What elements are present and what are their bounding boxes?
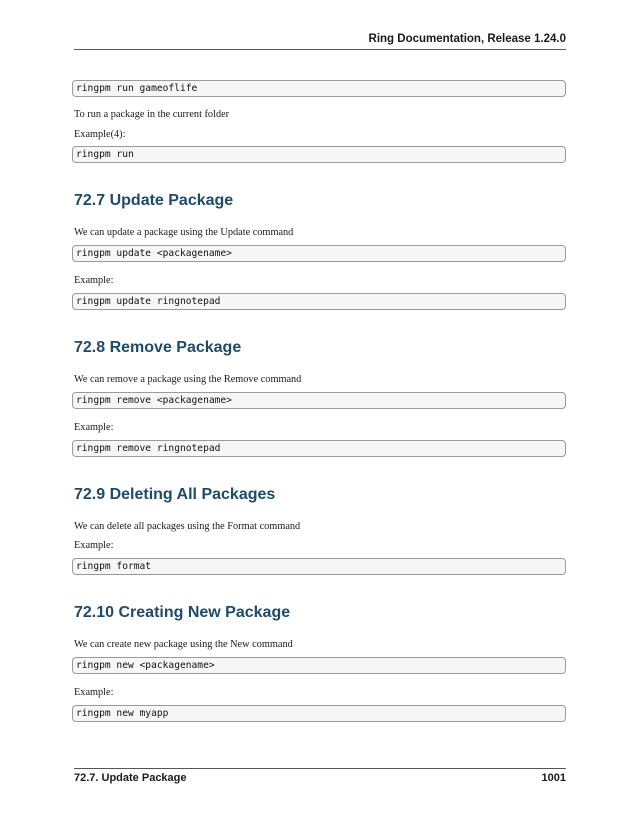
code-block-remove-example: ringpm remove ringnotepad xyxy=(72,440,566,457)
code-block-new-syntax: ringpm new <packagename> xyxy=(72,657,566,674)
code-block-update-example: ringpm update ringnotepad xyxy=(72,293,566,310)
paragraph-example-4: Example(4): xyxy=(74,129,126,140)
footer-section-title: 72.7. Update Package xyxy=(74,772,187,784)
footer-rule xyxy=(74,768,566,769)
running-header: Ring Documentation, Release 1.24.0 xyxy=(368,33,566,45)
code-block-run: ringpm run xyxy=(72,146,566,163)
heading-remove-package: 72.8 Remove Package xyxy=(74,339,242,356)
heading-update-package: 72.7 Update Package xyxy=(74,192,234,209)
code-block-new-example: ringpm new myapp xyxy=(72,705,566,722)
paragraph-run-current-folder: To run a package in the current folder xyxy=(74,109,230,120)
paragraph-delete: We can delete all packages using the Format command xyxy=(74,521,301,532)
paragraph-remove: We can remove a package using the Remove command xyxy=(74,374,302,385)
heading-creating-new-package: 72.10 Creating New Package xyxy=(74,604,291,621)
code-block-format: ringpm format xyxy=(72,558,566,575)
heading-deleting-all-packages: 72.9 Deleting All Packages xyxy=(74,486,276,503)
paragraph-new: We can create new package using the New command xyxy=(74,639,293,650)
paragraph-delete-example: Example: xyxy=(74,540,114,551)
paragraph-update: We can update a package using the Update command xyxy=(74,227,294,238)
code-block-remove-syntax: ringpm remove <packagename> xyxy=(72,392,566,409)
page-number: 1001 xyxy=(541,772,566,784)
code-block-run-gameoflife: ringpm run gameoflife xyxy=(72,80,566,97)
paragraph-new-example: Example: xyxy=(74,687,114,698)
header-rule xyxy=(74,49,566,50)
paragraph-remove-example: Example: xyxy=(74,422,114,433)
code-block-update-syntax: ringpm update <packagename> xyxy=(72,245,566,262)
paragraph-update-example: Example: xyxy=(74,275,114,286)
